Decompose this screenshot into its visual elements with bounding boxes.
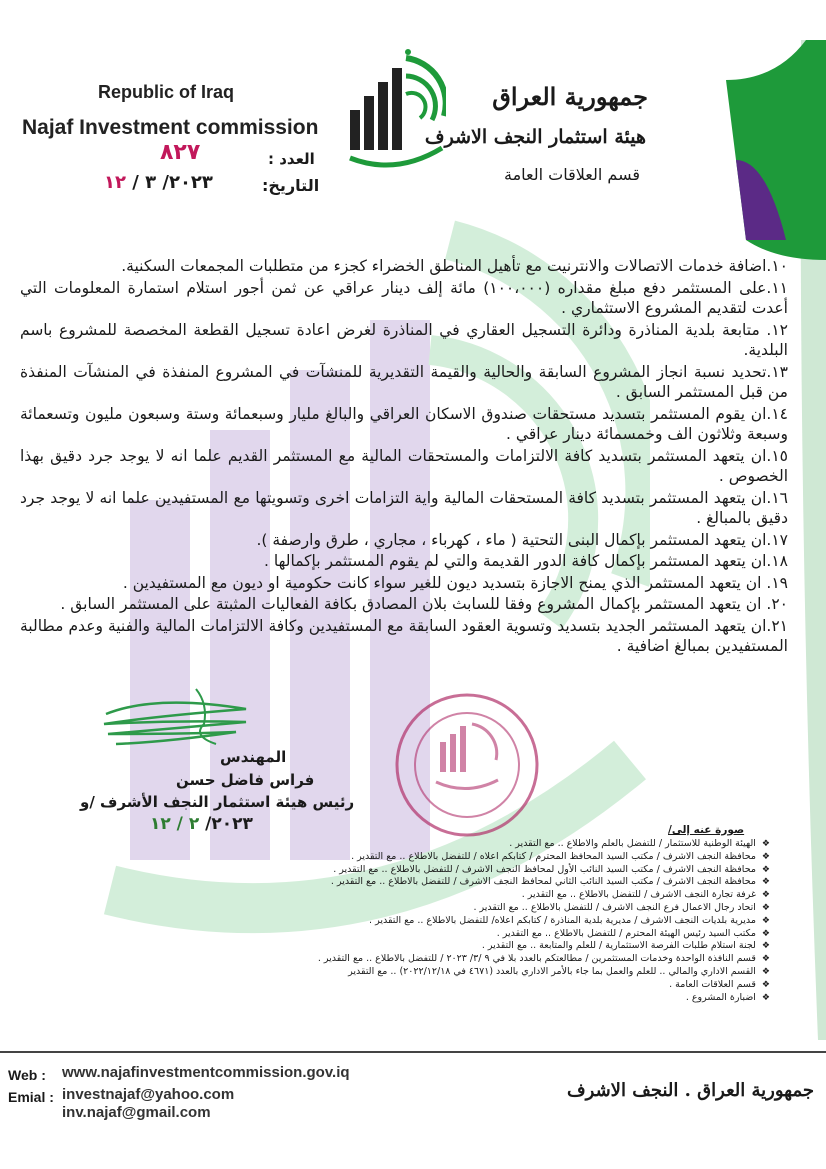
cc-item: ❖ لجنة استلام طلبات الفرصة الاستثمارية / للعلم والمتابعة .. مع التقدير . <box>250 940 770 953</box>
list-item: ١٩. ان يتعهد المستثمر الذي يمنح الاجازة بتسديد ديون للغير سواء كانت حكومية او ديون مع المستفيدين . <box>122 573 788 592</box>
number-label: العدد : <box>268 150 315 168</box>
date-label: التاريخ: <box>262 176 320 195</box>
date-printed: ٢٠٢٣/ ٣ / <box>132 172 213 193</box>
cc-item: ❖ مكتب السيد رئيس الهيئة المحترم / للتفضل بالاطلاع .. مع التقدير . <box>250 928 770 941</box>
list-item: ١٧.ان يتعهد المستثمر بإكمال البنى التحتية ( ماء ، كهرباء ، مجاري ، طرق وارصفة ). <box>256 530 788 549</box>
date-value <box>104 172 213 193</box>
list-item: ٢٠. ان يتعهد المستثمر بإكمال المشروع وفقا للسابث بلان المصادق بكافة الفعاليات المثبتة على المستثمر السابق . <box>60 595 788 613</box>
english-republic-title: Republic of Iraq <box>98 82 235 102</box>
date-handwritten-day: ١٢ <box>104 172 126 193</box>
email-link-gmail[interactable]: inv.najaf@gmail.com <box>62 1104 211 1121</box>
cc-item: ❖ قسم النافذة الواحدة وخدمات المستثمرين / مطالعتكم بالعدد بلا في ٩ /٣/ ٢٠٢٣ / للتفضل بالاطلاع .. مع التقدير . <box>250 953 770 966</box>
web-label: Web : <box>8 1067 46 1083</box>
english-commission-title: Najaf Investment commission <box>22 116 319 139</box>
arabic-department: قسم العلاقات العامة <box>504 165 640 184</box>
number-value: ٨٢٧ <box>160 140 201 165</box>
handwritten-signature <box>96 684 256 754</box>
list-item: ٢١.ان يتعهد المستثمر الجديد بتسديد وتسوية العقود السابقة مع المستفيدين وكافة الالتزامات المالية والفنية وعدم مطالبة المستفيدين بمبالغ اضافية . <box>20 616 788 655</box>
email-label: Emial : <box>8 1089 54 1105</box>
list-item: ١٠.اضافة خدمات الاتصالات والانترنيت مع تأهيل المناطق الخضراء كجزء من متطلبات المجمعات السكنية. <box>121 257 788 275</box>
cc-item: ❖ القسم الاداري والمالي .. للعلم والعمل بما جاء بالأمر الاداري بالعدد (٤٦٧١ في ٢٠٢٢/١٢/١٨) .. مع التقدير <box>250 966 770 979</box>
list-item: ١٣.تحديد نسبة انجاز المشروع السابقة والحالية والقيمة التقديرية للمنشآت في المشروع المنفذة في المنشآت المنفذة من قبل المستثمر السابق . <box>20 362 788 401</box>
signature-date <box>150 814 253 834</box>
list-item: ١٦.ان يتعهد المستثمر بتسديد كافة المستحقات المالية واية التزامات اخرى وتسويتها مع المستفيدين علما انه لا يوجد جرد دقيق بالمبالغ . <box>20 488 788 527</box>
cc-list <box>250 838 770 1004</box>
signatory-title: المهندس <box>220 748 287 766</box>
conditions-list <box>20 256 788 658</box>
website-link[interactable]: www.najafinvestmentcommission.gov.iq <box>62 1064 350 1081</box>
official-stamp <box>392 690 542 840</box>
cc-item: ❖ الهيئة الوطنية للاستثمار / للتفضل بالعلم والاطلاع .. مع التقدير . <box>250 838 770 851</box>
arabic-republic-title: جمهورية العراق <box>492 82 648 111</box>
cc-item: ❖ اتحاد رجال الاعمال فرع النجف الاشرف / للتفضل بالاطلاع .. مع التقدير . <box>250 902 770 915</box>
arabic-commission-title: هيئة استثمار النجف الاشرف <box>424 126 646 148</box>
signatory-role: رئيس هيئة استثمار النجف الأشرف /و <box>80 793 355 811</box>
footer-address: جمهورية العراق . النجف الاشرف <box>567 1080 814 1101</box>
list-item: ١٢. متابعة بلدية المناذرة ودائرة التسجيل العقاري في المناذرة لغرض اعادة تسجيل القطعة المخصصة للمشروع باسم البلدية. <box>20 320 788 359</box>
signatory-name: فراس فاضل حسن <box>176 771 315 789</box>
cc-item: ❖ اضبارة المشروع . <box>250 992 770 1005</box>
signature-date-handwritten: ٢ / ١٢ <box>150 814 200 834</box>
footer-divider <box>0 1051 826 1053</box>
cc-item: ❖ محافظة النجف الاشرف / مكتب السيد المحافظ المحترم / كتابكم اعلاه / للتفضل بالاطلاع .. مع التقدير . <box>250 851 770 864</box>
list-item: ١٨.ان يتعهد المستثمر بإكمال كافة الدور القديمة والتي لم يقوم المستثمر بإكمالها . <box>264 552 788 570</box>
signature-date-printed: ٢٠٢٣/ <box>205 814 253 834</box>
list-item: ١٥.ان يتعهد المستثمر بتسديد كافة الالتزامات والمستحقات المالية مع المستثمر القديم علما انه لا يوجد جرد دقيق بهذا الخصوص . <box>20 446 788 485</box>
list-item: ١٤.ان يقوم المستثمر بتسديد مستحقات صندوق الاسكان العراقي والبالغ مليار وسبعمائة وستة وسبعون مليون وتسعمائة وسبعة وثلاثون الف وخمسمائة دينار عراقي . <box>20 404 788 443</box>
list-item: ١١.على المستثمر دفع مبلغ مقداره (١٠٠،٠٠٠) مائة إلف دينار عراقي عن ثمن أجور استلام استمارة المعلومات التي أعدت لتقديم المشروع الاستثماري . <box>20 278 788 317</box>
cc-item: ❖ قسم العلاقات العامة . <box>250 979 770 992</box>
cc-item: ❖ مديرية بلديات النجف الاشرف / مديرية بلدية المناذرة / كتابكم اعلاه/ للتفضل بالاطلاع .. مع التقدير . <box>250 915 770 928</box>
cc-heading: صورة عنه إلى/ <box>668 824 745 836</box>
commission-logo <box>346 48 446 178</box>
cc-item: ❖ غرفة تجارة النجف الاشرف / للتفضل بالاطلاع .. مع التقدير . <box>250 889 770 902</box>
email-link-yahoo[interactable]: investnajaf@yahoo.com <box>62 1086 235 1103</box>
cc-item: ❖ محافظة النجف الاشرف / مكتب السيد النائب الثاني لمحافظ النجف الاشرف / للتفضل بالاطلاع .. مع التقدير . <box>250 876 770 889</box>
cc-item: ❖ محافظة النجف الاشرف / مكتب السيد النائب الأول لمحافظ النجف الاشرف / للتفضل بالاطلاع .. مع التقدير . <box>250 864 770 877</box>
